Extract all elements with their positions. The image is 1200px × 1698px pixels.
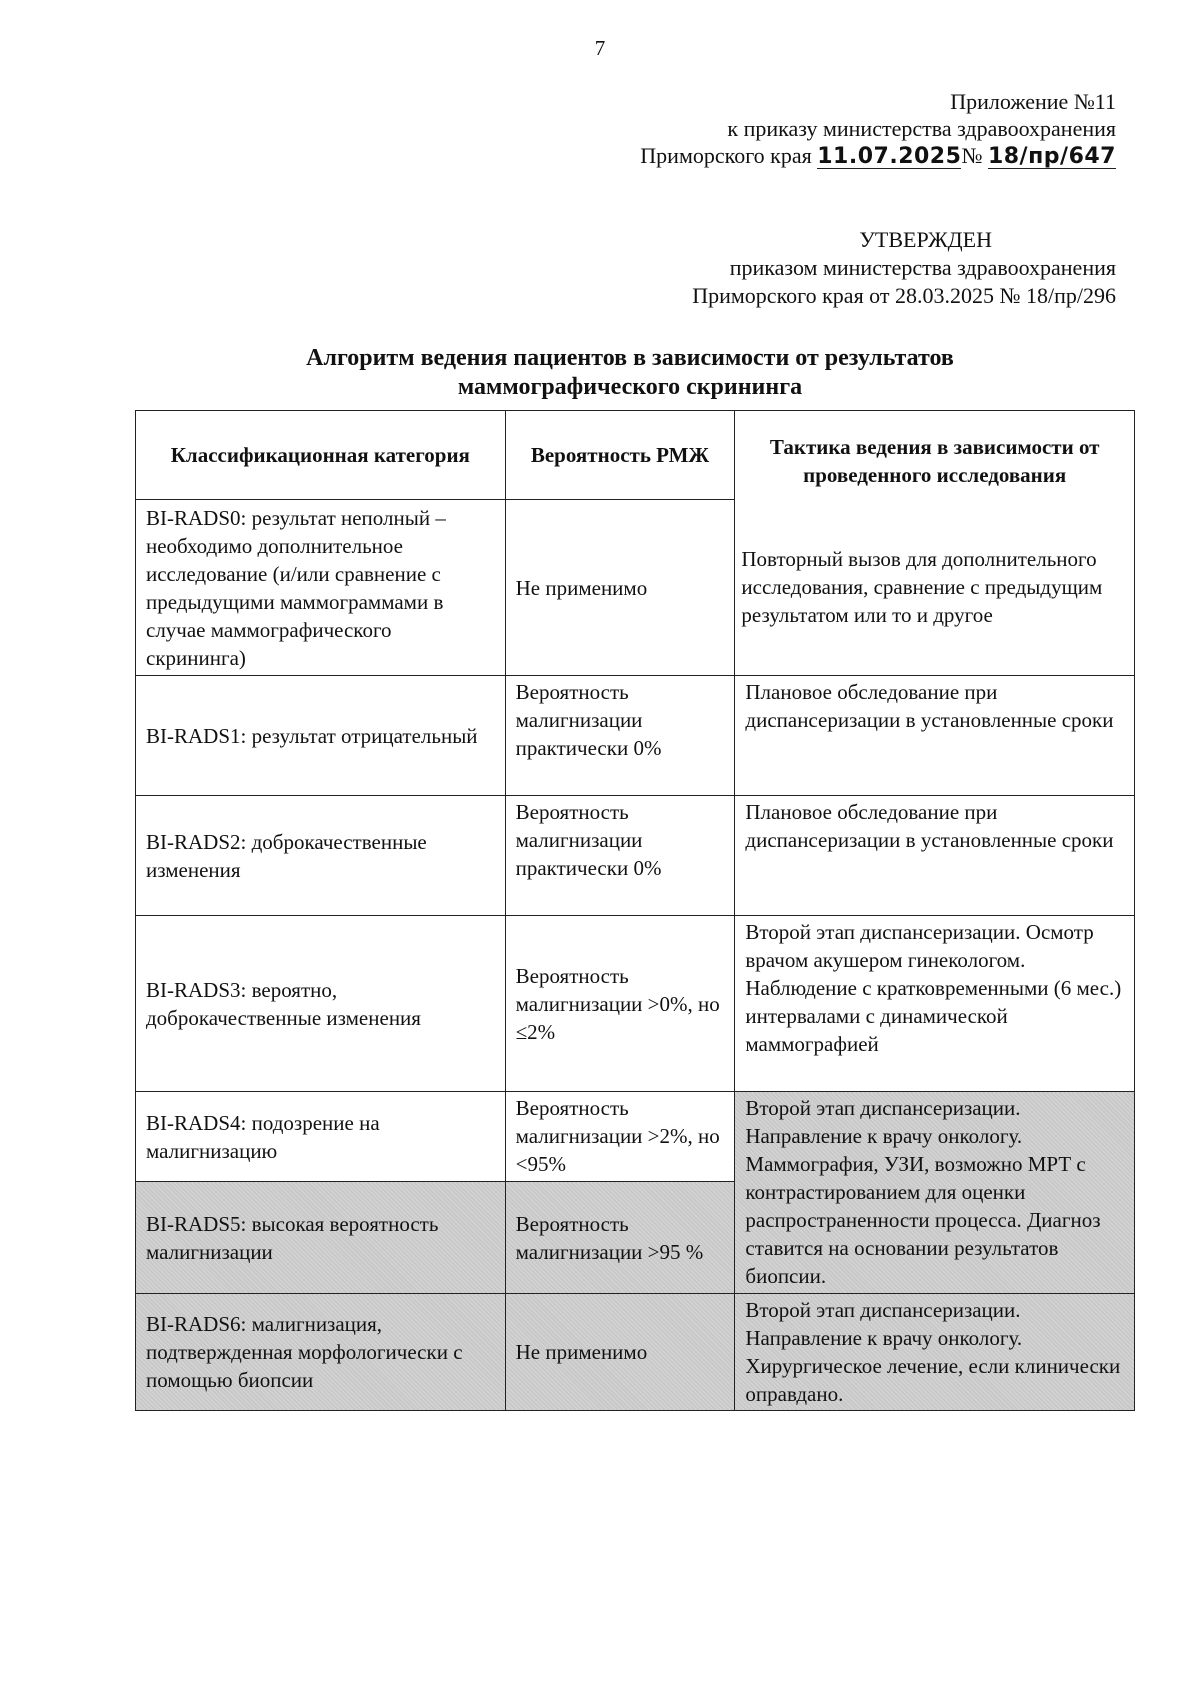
probability-birads0: Не применимо [505, 500, 735, 676]
appendix-header [596, 88, 1116, 169]
probability-birads4: Вероятность малигнизации >2%, но <95% [505, 1092, 735, 1182]
appendix-region: Приморского края [640, 143, 812, 168]
tactics-birads1: Плановое обследование при диспансеризации в установленные сроки [735, 676, 1135, 796]
tactics-birads4-5: Второй этап диспансеризации. Направление к врачу онкологу. Маммография, УЗИ, возможно МРТ с контрастированием для оценки распространенности процесса. Диагноз ставится на основании результатов биопсии. [735, 1092, 1135, 1294]
category-birads4: BI-RADS4: подозрение на малигнизацию [136, 1092, 506, 1182]
tactics-birads0: Повторный вызов для дополнительного исследования, сравнение с предыдущим результатом или то и другое [741, 547, 1103, 627]
probability-birads2: Вероятность малигнизации практически 0% [505, 796, 735, 916]
category-birads1: BI-RADS1: результат отрицательный [136, 676, 506, 796]
handwritten-order-number: 18/пр/647 [987, 144, 1116, 169]
appendix-order-line: к приказу министерства здравоохранения [727, 116, 1116, 141]
category-birads5: BI-RADS5: высокая вероятность малигнизации [136, 1182, 506, 1294]
table-header-row [136, 411, 1135, 500]
appendix-date-line [596, 142, 1116, 169]
category-birads3: BI-RADS3: вероятно, доброкачественные изменения [136, 916, 506, 1092]
tactics-birads2: Плановое обследование при диспансеризации в установленные сроки [735, 796, 1135, 916]
title-line-1: Алгоритм ведения пациентов в зависимости от результатов [306, 345, 954, 371]
header-category: Классификационная категория [136, 411, 506, 500]
handwritten-date: 11.07.2025 [817, 144, 962, 169]
probability-birads1: Вероятность малигнизации практически 0% [505, 676, 735, 796]
header-probability: Вероятность РМЖ [505, 411, 735, 500]
page-number: 7 [594, 36, 606, 60]
number-sign: № [961, 143, 983, 168]
approved-order-line: приказом министерства здравоохранения [729, 255, 1116, 280]
table-row [136, 1092, 1135, 1182]
approval-block [556, 226, 1116, 310]
title-line-2: маммографического скрининга [457, 374, 803, 400]
appendix-number: Приложение №11 [950, 89, 1116, 114]
probability-birads6: Не применимо [505, 1294, 735, 1411]
header-tactics [735, 411, 1135, 676]
tactics-birads3: Второй этап диспансеризации. Осмотр врачом акушером гинекологом. Наблюдение с кратковременными (6 мес.) интервалами с динамической маммографией [735, 916, 1135, 1092]
table-row [136, 796, 1135, 916]
category-birads6: BI-RADS6: малигнизация, подтвержденная морфологически с помощью биопсии [136, 1294, 506, 1411]
tactics-birads6: Второй этап диспансеризации. Направление к врачу онкологу. Хирургическое лечение, если клинически оправдано. [735, 1294, 1135, 1411]
category-birads0: BI-RADS0: результат неполный – необходимо дополнительное исследование (и/или сравнение с предыдущими маммограммами в случае маммографического скрининга) [136, 500, 506, 676]
probability-birads3: Вероятность малигнизации >0%, но ≤2% [505, 916, 735, 1092]
header-tactics-text: Тактика ведения в зависимости от проведенного исследования [769, 435, 1100, 487]
table-row [136, 1294, 1135, 1411]
table-row [136, 676, 1135, 796]
approved-word: УТВЕРЖДЕН [859, 227, 992, 252]
algorithm-table [135, 410, 1135, 1411]
category-birads2: BI-RADS2: доброкачественные изменения [136, 796, 506, 916]
approved-date-line: Приморского края от 28.03.2025 № 18/пр/296 [692, 283, 1116, 308]
document-title [130, 344, 1130, 402]
probability-birads5: Вероятность малигнизации >95 % [505, 1182, 735, 1294]
table-row [136, 916, 1135, 1092]
